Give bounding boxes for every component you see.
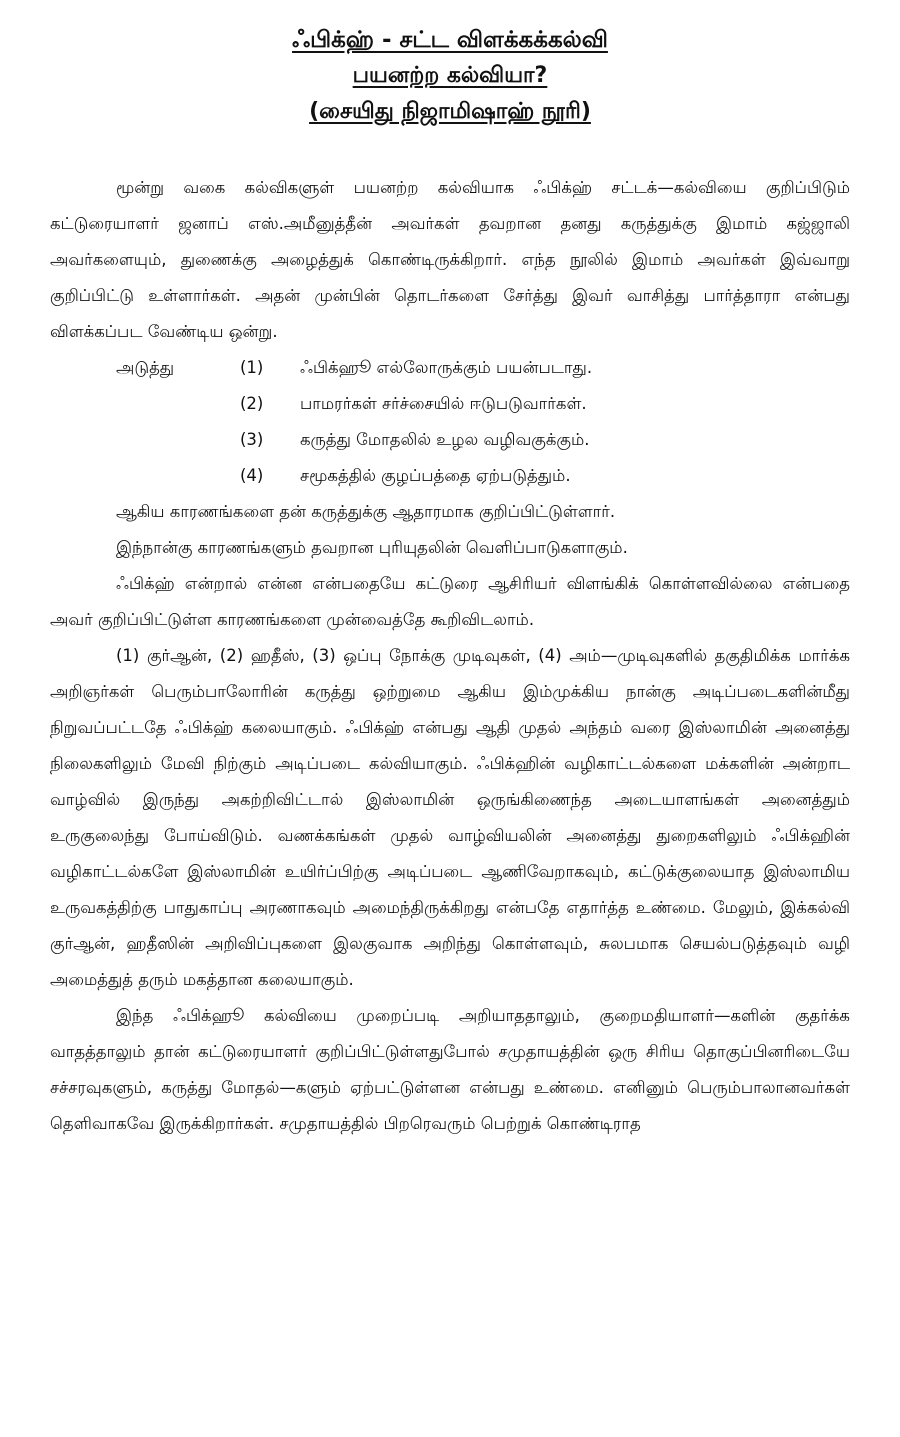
paragraph-5: (1) குர்ஆன், (2) ஹதீஸ், (3) ஒப்பு நோக்கு முடிவுகள், (4) அம்—முடிவுகளில் தகுதிமிக்க மார்க்க அறிஞர்கள் பெரும்பாலோரின் கருத்து ஒற்றுமை ஆகிய இம்முக்கிய நான்கு அடிப்படைகளின்மீது நிறுவப்பட்டதே ஃபிக்ஹ் கலையாகும். ஃபிக்ஹ் என்பது ஆதி முதல் அந்தம் வரை இஸ்லாமின் அனைத்து நிலைகளிலும் மேவி நிற்கும் அடிப்படை கல்வியாகும். ஃபிக்ஹின் வழிகாட்டல்களை மக்களின் அன்றாட வாழ்வில் இருந்து அகற்றிவிட்டால் இஸ்லாமின் ஒருங்கிணைந்த அடையாளங்கள் அனைத்தும் உருகுலைந்து போய்விடும். வணக்கங்கள் முதல் வாழ்வியலின் அனைத்து துறைகளிலும் ஃபிக்ஹின் வழிகாட்டல்களே இஸ்லாமின் உயிர்ப்பிற்கு அடிப்படை ஆணிவேறாகவும், கட்டுக்குலையாத இஸ்லாமிய உருவகத்திற்கு பாதுகாப்பு அரணாகவும் அமைந்திருக்கிறது என்பதே எதார்த்த உண்மை. மேலும், இக்கல்வி குர்ஆன், ஹதீஸின் அறிவிப்புகளை இலகுவாக அறிந்து கொள்ளவும், சுலபமாக செயல்படுத்தவும் வழி அமைத்துத் தரும் மகத்தான கலையாகும். bbox=[50, 646, 850, 989]
list-text: சமூகத்தில் குழப்பத்தை ஏற்படுத்தும். bbox=[300, 466, 571, 485]
reasons-list bbox=[50, 350, 850, 494]
list-number: (4) bbox=[240, 466, 264, 485]
article-subtitle: பயனற்ற கல்வியா? bbox=[352, 63, 548, 88]
list-item bbox=[50, 422, 850, 458]
paragraph-4: ஃபிக்ஹ் என்றால் என்ன என்பதையே கட்டுரை ஆசிரியர் விளங்கிக் கொள்ளவில்லை என்பதை அவர் குறிப்பிட்டுள்ள காரணங்களை முன்வைத்தே கூறிவிடலாம். bbox=[50, 574, 850, 629]
paragraph-2: ஆகிய காரணங்களை தன் கருத்துக்கு ஆதாரமாக குறிப்பிட்டுள்ளார். bbox=[116, 502, 616, 521]
paragraph-3: இந்நான்கு காரணங்களும் தவறான புரியுதலின் வெளிப்பாடுகளாகும். bbox=[116, 538, 628, 557]
article-title: ஃபிக்ஹ் - சட்ட விளக்கக்கல்வி bbox=[292, 27, 608, 53]
list-text: ஃபிக்ஹூ எல்லோருக்கும் பயன்படாது. bbox=[300, 358, 593, 377]
list-text: பாமரர்கள் சர்ச்சையில் ஈடுபடுவார்கள். bbox=[300, 394, 587, 413]
list-text: கருத்து மோதலில் உழல வழிவகுக்கும். bbox=[300, 430, 590, 449]
list-number: (2) bbox=[240, 394, 264, 413]
list-item bbox=[50, 350, 850, 386]
list-item bbox=[50, 386, 850, 422]
paragraph-6: இந்த ஃபிக்ஹூ கல்வியை முறைப்படி அறியாததாலும், குறைமதியாளர்—களின் குதர்க்க வாதத்தாலும் தான் கட்டுரையாளர் குறிப்பிட்டுள்ளதுபோல் சமுதாயத்தின் ஒரு சிரிய தொகுப்பினரிடையே சச்சரவுகளும், கருத்து மோதல்—களும் ஏற்பட்டுள்ளன என்பது உண்மை. எனினும் பெரும்பாலானவர்கள் தெளிவாகவே இருக்கிறார்கள். சமுதாயத்தில் பிறரெவரும் பெற்றுக் கொண்டிராத bbox=[50, 1006, 850, 1133]
paragraph-1: மூன்று வகை கல்விகளுள் பயனற்ற கல்வியாக ஃபிக்ஹ் சட்டக்—கல்வியை குறிப்பிடும் கட்டுரையாளர் ஜனாப் எஸ்.அமீனுத்தீன் அவர்கள் தவறான தனது கருத்துக்கு இமாம் கஜ்ஜாலி அவர்களையும், துணைக்கு அழைத்துக் கொண்டிருக்கிறார். எந்த நூலில் இமாம் அவர்கள் இவ்வாறு குறிப்பிட்டு உள்ளார்கள். அதன் முன்பின் தொடர்களை சேர்த்து இவர் வாசித்து பார்த்தாரா என்பது விளக்கப்பட வேண்டிய ஒன்று. bbox=[50, 178, 850, 341]
list-number: (3) bbox=[240, 430, 264, 449]
list-lead: அடுத்து bbox=[116, 358, 175, 377]
list-number: (1) bbox=[240, 358, 264, 377]
article-author: (சையிது நிஜாமிஷாஹ் நூரி) bbox=[309, 99, 591, 124]
list-item bbox=[50, 458, 850, 494]
